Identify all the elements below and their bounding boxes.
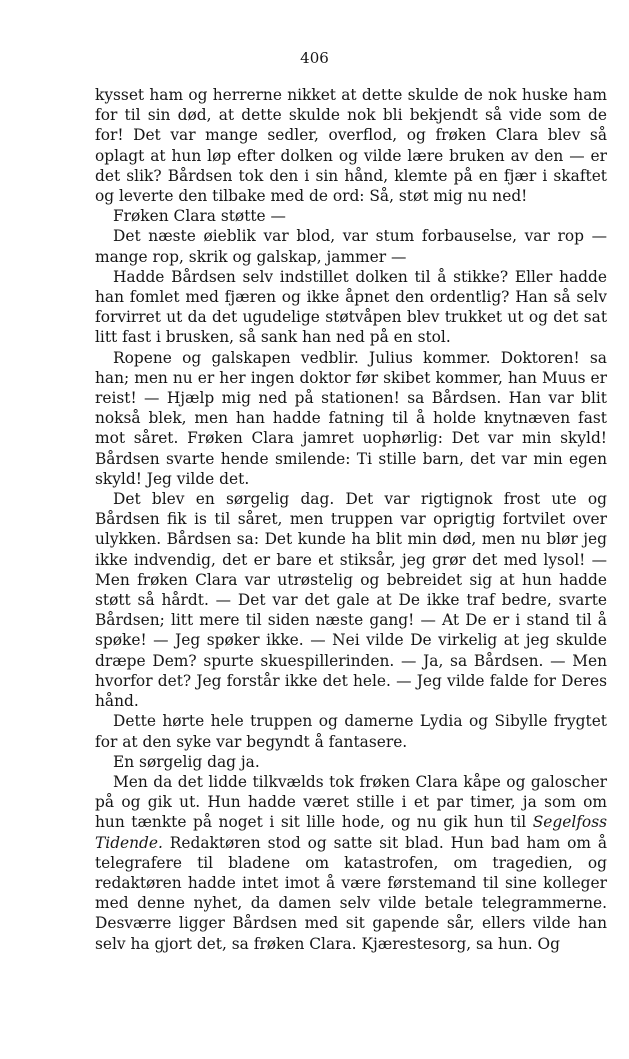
paragraph [95,772,607,954]
text-segment: Hadde Bårdsen selv indstillet dolken til å stikke? Eller hadde han fomlet med fjæren og ikke åpnet den ordentlig? Han så selv forvirret ut da det ugudelige støtvåpen blev trukket ut og det sat litt fast i brusken, så sank han ned på en stol. [95,267,607,347]
text-segment: Frøken Clara støtte — [113,207,286,226]
paragraph [95,267,607,348]
text-segment: Redaktøren stod og satte sit blad. Hun bad ham om å telegrafere til bladene om katastrofen, om tragedien, og redaktøren hadde intet imot å være førstemand til sine kolleger med denne nyhet, da damen selv vilde betale telegrammerne. Desværre ligger Bårdsen med sit gapende sår, ellers vilde han selv ha gjort det, sa frøken Clara. Kjærestesorg, sa hun. Og [95,833,607,953]
text-segment: Men da det lidde tilkvælds tok frøken Clara kåpe og galoscher på og gik ut. Hun hadde været stille i et par timer, ja som om hun tænkte på noget i sit lille hode, og nu gik hun til [95,772,607,832]
paragraph [95,226,607,266]
text-segment: En sørgelig dag ja. [113,752,260,771]
paragraph [95,348,607,489]
text-segment: Det blev en sørgelig dag. Det var rigtignok frost ute og Bårdsen fik is til såret, men truppen var oprigtig fortvilet over ulykken. Bårdsen sa: Det kunde ha blit min død, men nu blør jeg ikke indvendig, det er bare et stiksår, jeg grør det med lysol! — Men frøken Clara var utrøstelig og bebreidet sig at hun hadde støtt så hårdt. — Det var det gale at De ikke traf bedre, svarte Bårdsen; litt mere til siden næste gang! — At De er i stand til å spøke! — Jeg spøker ikke. — Nei vilde De virkelig at jeg skulde dræpe Dem? spurte skuespillerinden. — Ja, sa Bårdsen. — Men hvorfor det? Jeg forstår ikke det hele. — Jeg vilde falde for Deres hånd. [95,490,607,711]
paragraph [95,752,607,772]
paragraph [95,206,607,226]
text-segment: Det næste øieblik var blod, var stum forbauselse, var rop — mange rop, skrik og galskap, jammer — [95,227,607,266]
paragraph [95,489,607,711]
text-segment: Dette hørte hele truppen og damerne Lydia og Sibylle frygtet for at den syke var begyndt å fantasere. [95,712,607,751]
publication-title: Segelfoss Tidende. [95,813,607,852]
body-text [95,85,607,954]
paragraph [95,85,607,206]
page-number: 406 [300,49,329,67]
text-segment: kysset ham og herrerne nikket at dette skulde de nok huske ham for til sin død, at dette skulde nok bli bekjendt så vide som de for! Det var mange sedler, overflod, og frøken Clara blev så oplagt at hun løp efter dolken og vilde lære bruken av den — er det slik? Bårdsen tok den i sin hånd, klemte på en fjær i skaftet og leverte den tilbake med de ord: Så, støt mig nu ned! [95,86,607,206]
paragraph [95,711,607,751]
text-segment: Ropene og galskapen vedblir. Julius kommer. Doktoren! sa han; men nu er her ingen doktor før skibet kommer, han Muus er reist! — Hjælp mig ned på stationen! sa Bårdsen. Han var blit nokså blek, men han hadde fatning til å holde knytnæven fast mot såret. Frøken Clara jamret uophørlig: Det var min skyld! Bårdsen svarte hende smilende: Ti stille barn, det var min egen skyld! Jeg vilde det. [95,348,607,488]
